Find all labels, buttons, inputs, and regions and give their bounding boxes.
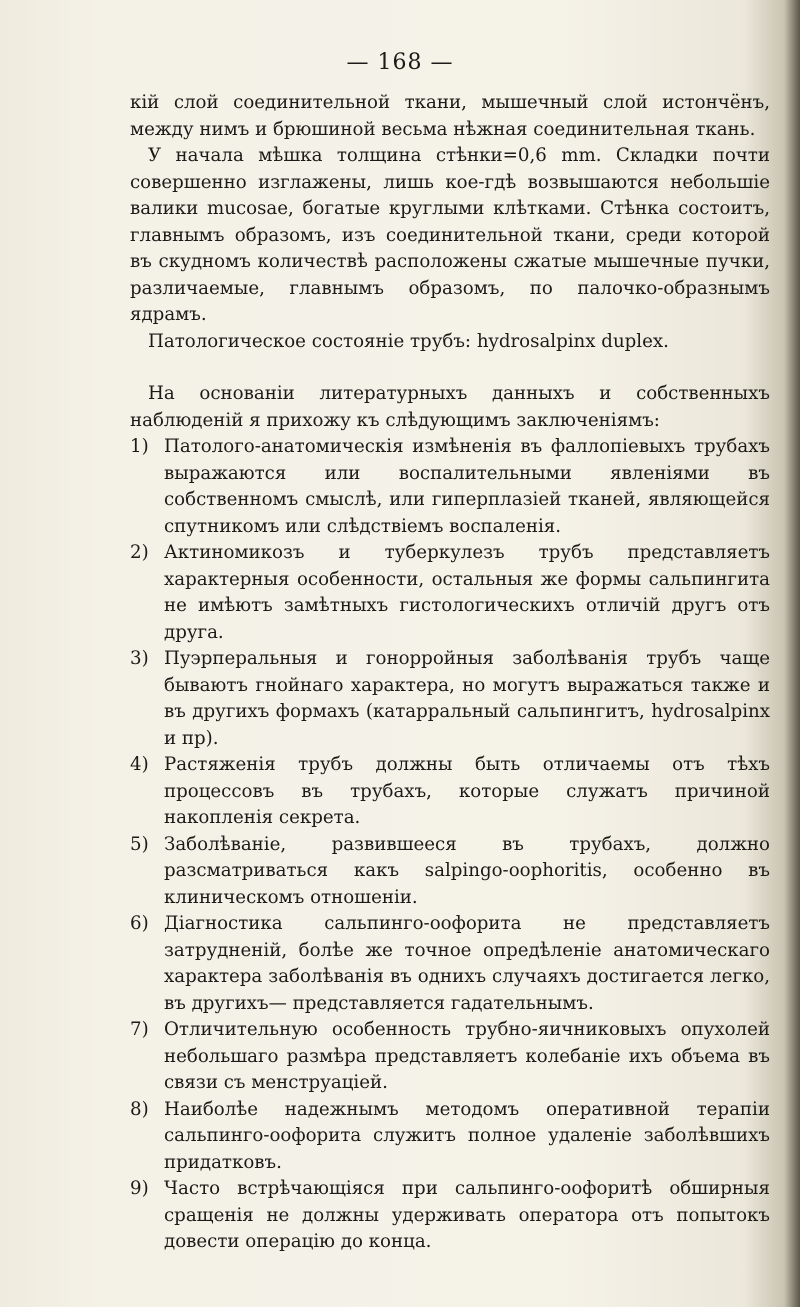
- paragraph: Патологическое состояніе трубъ: hydrosalpinx duplex.: [148, 330, 669, 352]
- finding-text: Заболѣваніе, развившееся въ трубахъ, должно разсматриваться какъ salpingo-oophoritis, особенно въ клиническомъ отношеніи.: [164, 833, 770, 908]
- finding-item: [130, 832, 770, 912]
- finding-item: [130, 752, 770, 832]
- finding-text: Діагностика сальпинго-оофорита не представляетъ затрудненій, болѣе же точное опредѣленіе анатомическаго характера заболѣванія въ однихъ случаяхъ достигается легко, въ другихъ— представляется гадательнымъ.: [164, 913, 770, 1014]
- finding-item: [130, 540, 770, 646]
- page-number: — 168 —: [346, 50, 454, 75]
- finding-text: Пуэрперальныя и гонорройныя заболѣванія трубъ чаще бываютъ гнойнаго характера, но могутъ выражаться также и въ другихъ формахъ (катарральный сальпингитъ, hydrosalpinx и пр).: [164, 648, 770, 749]
- finding-number: 8): [130, 1098, 149, 1120]
- finding-item: [130, 434, 770, 540]
- finding-text: Наиболѣе надежнымъ методомъ оперативной терапіи сальпинго-оофорита служитъ полное удаленіе заболѣвшихъ придатковъ.: [164, 1098, 770, 1173]
- finding-number: 3): [130, 648, 149, 669]
- paragraph: У начала мѣшка толщина стѣнки=0,6 mm. Складки почти совершенно изглажены, лишь кое-гдѣ возвышаются небольшіе валики mucosae, богатые круглыми клѣтками. Стѣнка состоитъ, главнымъ образомъ, изъ соединительной ткани, среди которой въ скудномъ количествѣ расположены сжатые мышечные пучки, различаемые, главнымъ образомъ, по палочко-образнымъ ядрамъ.: [130, 145, 770, 325]
- finding-text: Растяженія трубъ должны быть отличаемы отъ тѣхъ процессовъ въ трубахъ, которые служатъ причиной накопленія секрета.: [164, 754, 770, 828]
- finding-item: [130, 911, 770, 1017]
- finding-number: 2): [130, 542, 149, 563]
- finding-item: [130, 1176, 770, 1256]
- finding-text: Патолого-анатомическія измѣненія въ фаллопіевыхъ трубахъ выражаются или воспалительными явленіями въ собственномъ смыслѣ, или гиперплазіей тканей, являющейся спутникомъ или слѣдствіемъ воспаленія.: [164, 436, 770, 537]
- page-text: [130, 90, 770, 1256]
- finding-number: 1): [130, 436, 149, 457]
- finding-number: 6): [130, 913, 149, 934]
- finding-item: [130, 646, 770, 752]
- finding-text: Отличительную особенность трубно-яичниковыхъ опухолей небольшаго размѣра представляетъ колебаніе ихъ объема въ связи съ менструаціей.: [164, 1019, 770, 1093]
- finding-text: Актиномикозъ и туберкулезъ трубъ представляетъ характерныя особенности, остальныя же формы сальпингита не имѣютъ замѣтныхъ гистологическихъ отличій другъ отъ друга.: [164, 542, 770, 643]
- finding-item: [130, 1097, 770, 1177]
- conclusion-intro: На основаніи литературныхъ данныхъ и собственныхъ наблюденій я прихожу къ слѣдующимъ заключеніямъ:: [130, 383, 770, 431]
- finding-number: 4): [130, 754, 149, 775]
- finding-number: 9): [130, 1178, 149, 1199]
- section-break: [130, 355, 770, 381]
- paragraph: кій слой соединительной ткани, мышечный слой истончёнъ, между нимъ и брюшиной весьма нѣжная соединительная ткань.: [130, 92, 770, 140]
- finding-item: [130, 1017, 770, 1097]
- finding-text: Часто встрѣчающіяся при сальпинго-оофоритѣ обширныя сращенія не должны удерживать оператора отъ попытокъ довести операцію до конца.: [164, 1178, 770, 1252]
- findings-list: [130, 434, 770, 1256]
- finding-number: 7): [130, 1019, 149, 1040]
- finding-number: 5): [130, 833, 149, 855]
